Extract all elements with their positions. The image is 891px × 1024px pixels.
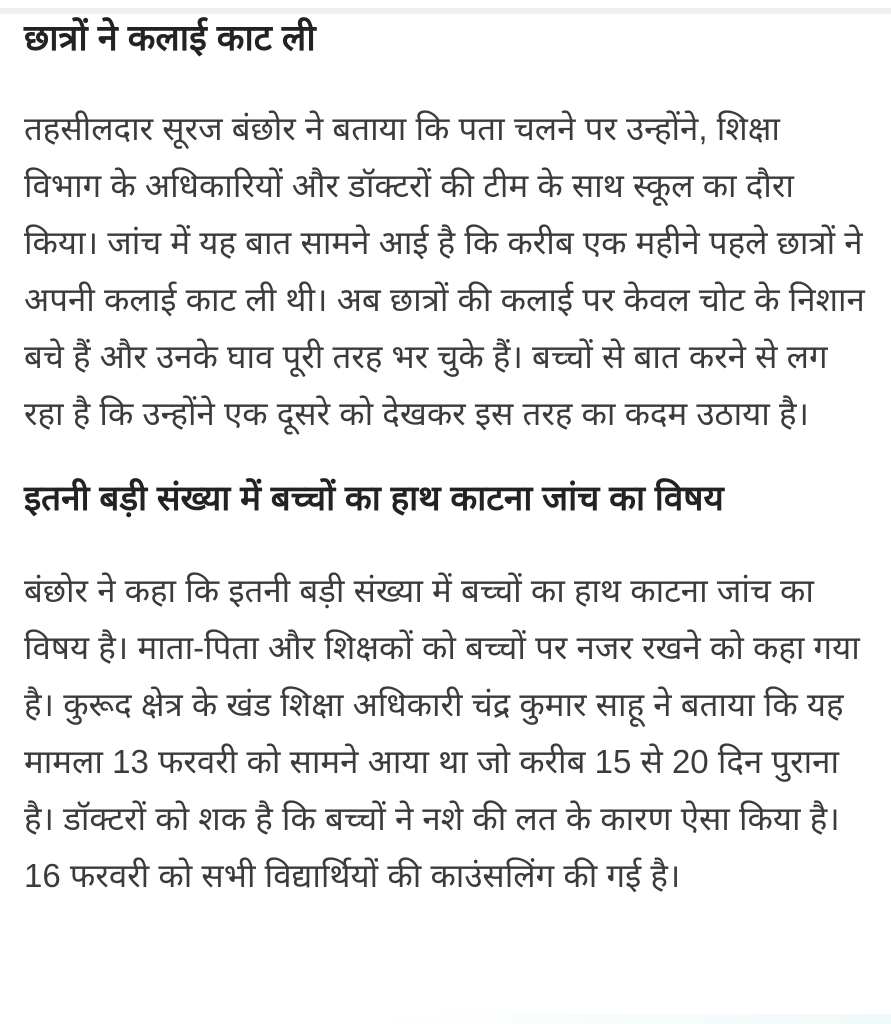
article-heading-1: छात्रों ने कलाई काट ली xyxy=(24,17,316,58)
bottom-corner-tint xyxy=(361,1014,891,1024)
article-heading-2: इतनी बड़ी संख्या में बच्चों का हाथ काटना जांच का विषय xyxy=(24,479,724,518)
article-paragraph-1: तहसीलदार सूरज बंछोर ने बताया कि पता चलने पर उन्होंने, शिक्षा विभाग के अधिकारियों और डॉक्टरों की टीम के साथ स्कूल का दौरा किया। जांच में यह बात सामने आई है कि करीब एक महीने पहले छात्रों ने अपनी कलाई काट ली थी। अब छात्रों की कलाई पर केवल चोट के निशान बचे हैं और उनके घाव पूरी तरह भर चुके हैं। बच्चों से बात करने से लग रहा है कि उन्होंने एक दूसरे को देखकर इस तरह का कदम उठाया है। xyxy=(24,110,865,432)
article-paragraph-2: बंछोर ने कहा कि इतनी बड़ी संख्या में बच्चों का हाथ काटना जांच का विषय है। माता-पिता और शिक्षकों को बच्चों पर नजर रखने को कहा गया है। कुरूद क्षेत्र के खंड शिक्षा अधिकारी चंद्र कुमार साहू ने बताया कि यह मामला 13 फरवरी को सामने आया था जो करीब 15 से 20 दिन पुराना है। डॉक्टरों को शक है कि बच्चों ने नशे की लत के कारण ऐसा किया है। 16 फरवरी को सभी विद्यार्थियों की काउंसलिंग की गई है। xyxy=(24,572,860,894)
news-article xyxy=(0,14,891,904)
